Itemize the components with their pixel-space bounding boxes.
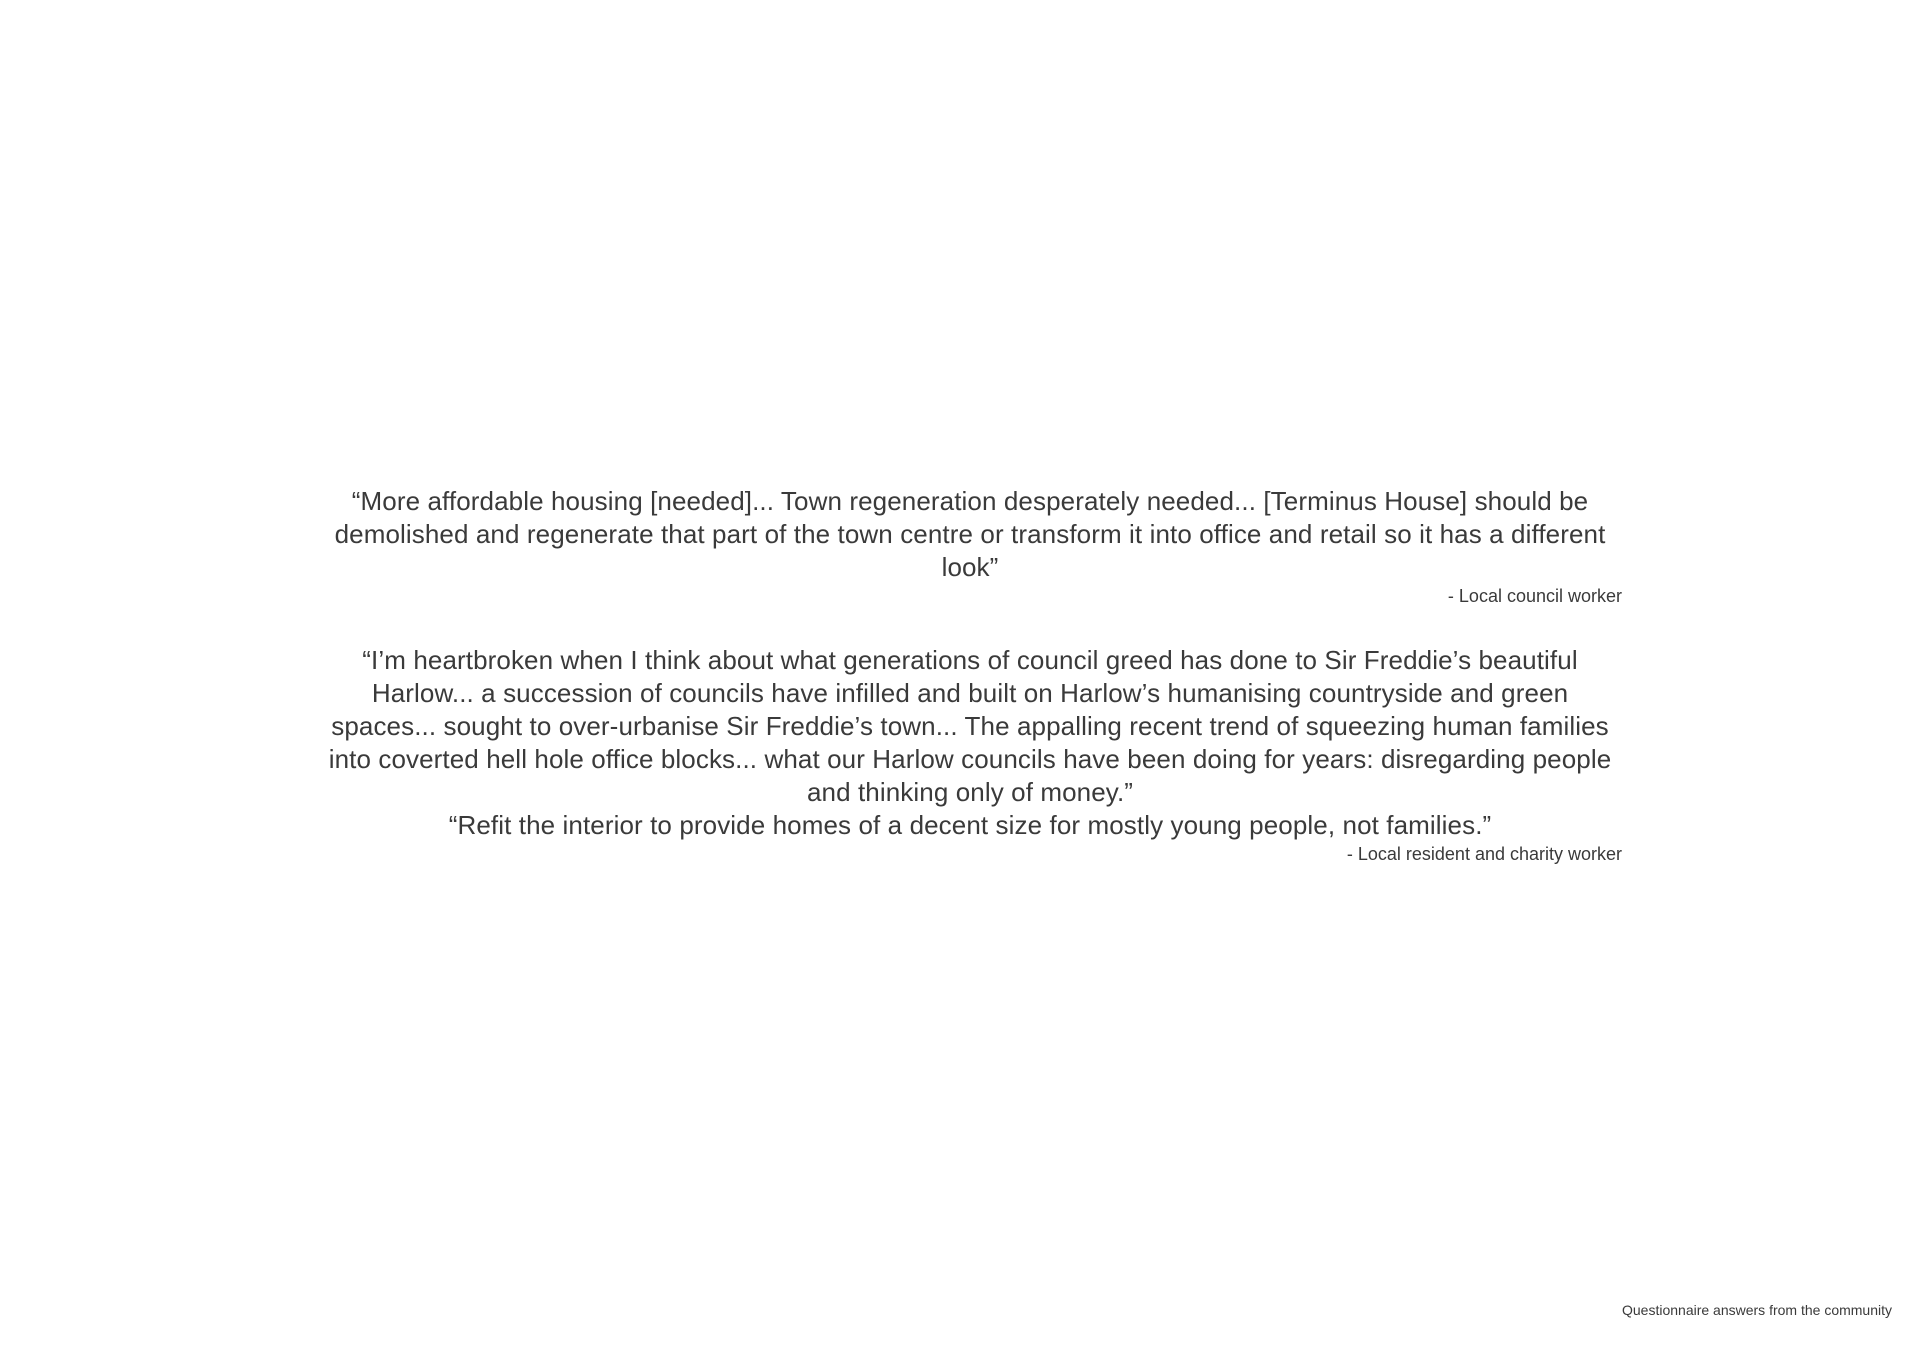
quote-text: “More affordable housing [needed]... Town regeneration desperately needed... [Terminus House] should be demolished and regenerate that part of the town centre or transform it into office and retail so it has a different look” bbox=[334, 486, 1606, 582]
quote-text: “I’m heartbroken when I think about what generations of council greed has done to Sir Freddie’s beautiful Harlow... a succession of councils have infilled and built on Harlow’s humanising countryside and green spaces... sought to over-urbanise Sir Freddie’s town... The appalling recent trend of squeezing human families into coverted hell hole office blocks... what our Harlow councils have been doing for years: disregarding people and thinking only of money.” bbox=[328, 645, 1612, 807]
quotes-section bbox=[316, 485, 1624, 866]
quote-block-council-worker bbox=[316, 485, 1624, 608]
quote-block-resident bbox=[316, 644, 1624, 866]
quote-attribution: - Local council worker bbox=[1447, 586, 1622, 606]
page-caption: Questionnaire answers from the community bbox=[1622, 1302, 1892, 1318]
quote-text: “Refit the interior to provide homes of a decent size for mostly young people, not families.” bbox=[448, 810, 1492, 840]
quote-attribution: - Local resident and charity worker bbox=[1346, 844, 1622, 864]
